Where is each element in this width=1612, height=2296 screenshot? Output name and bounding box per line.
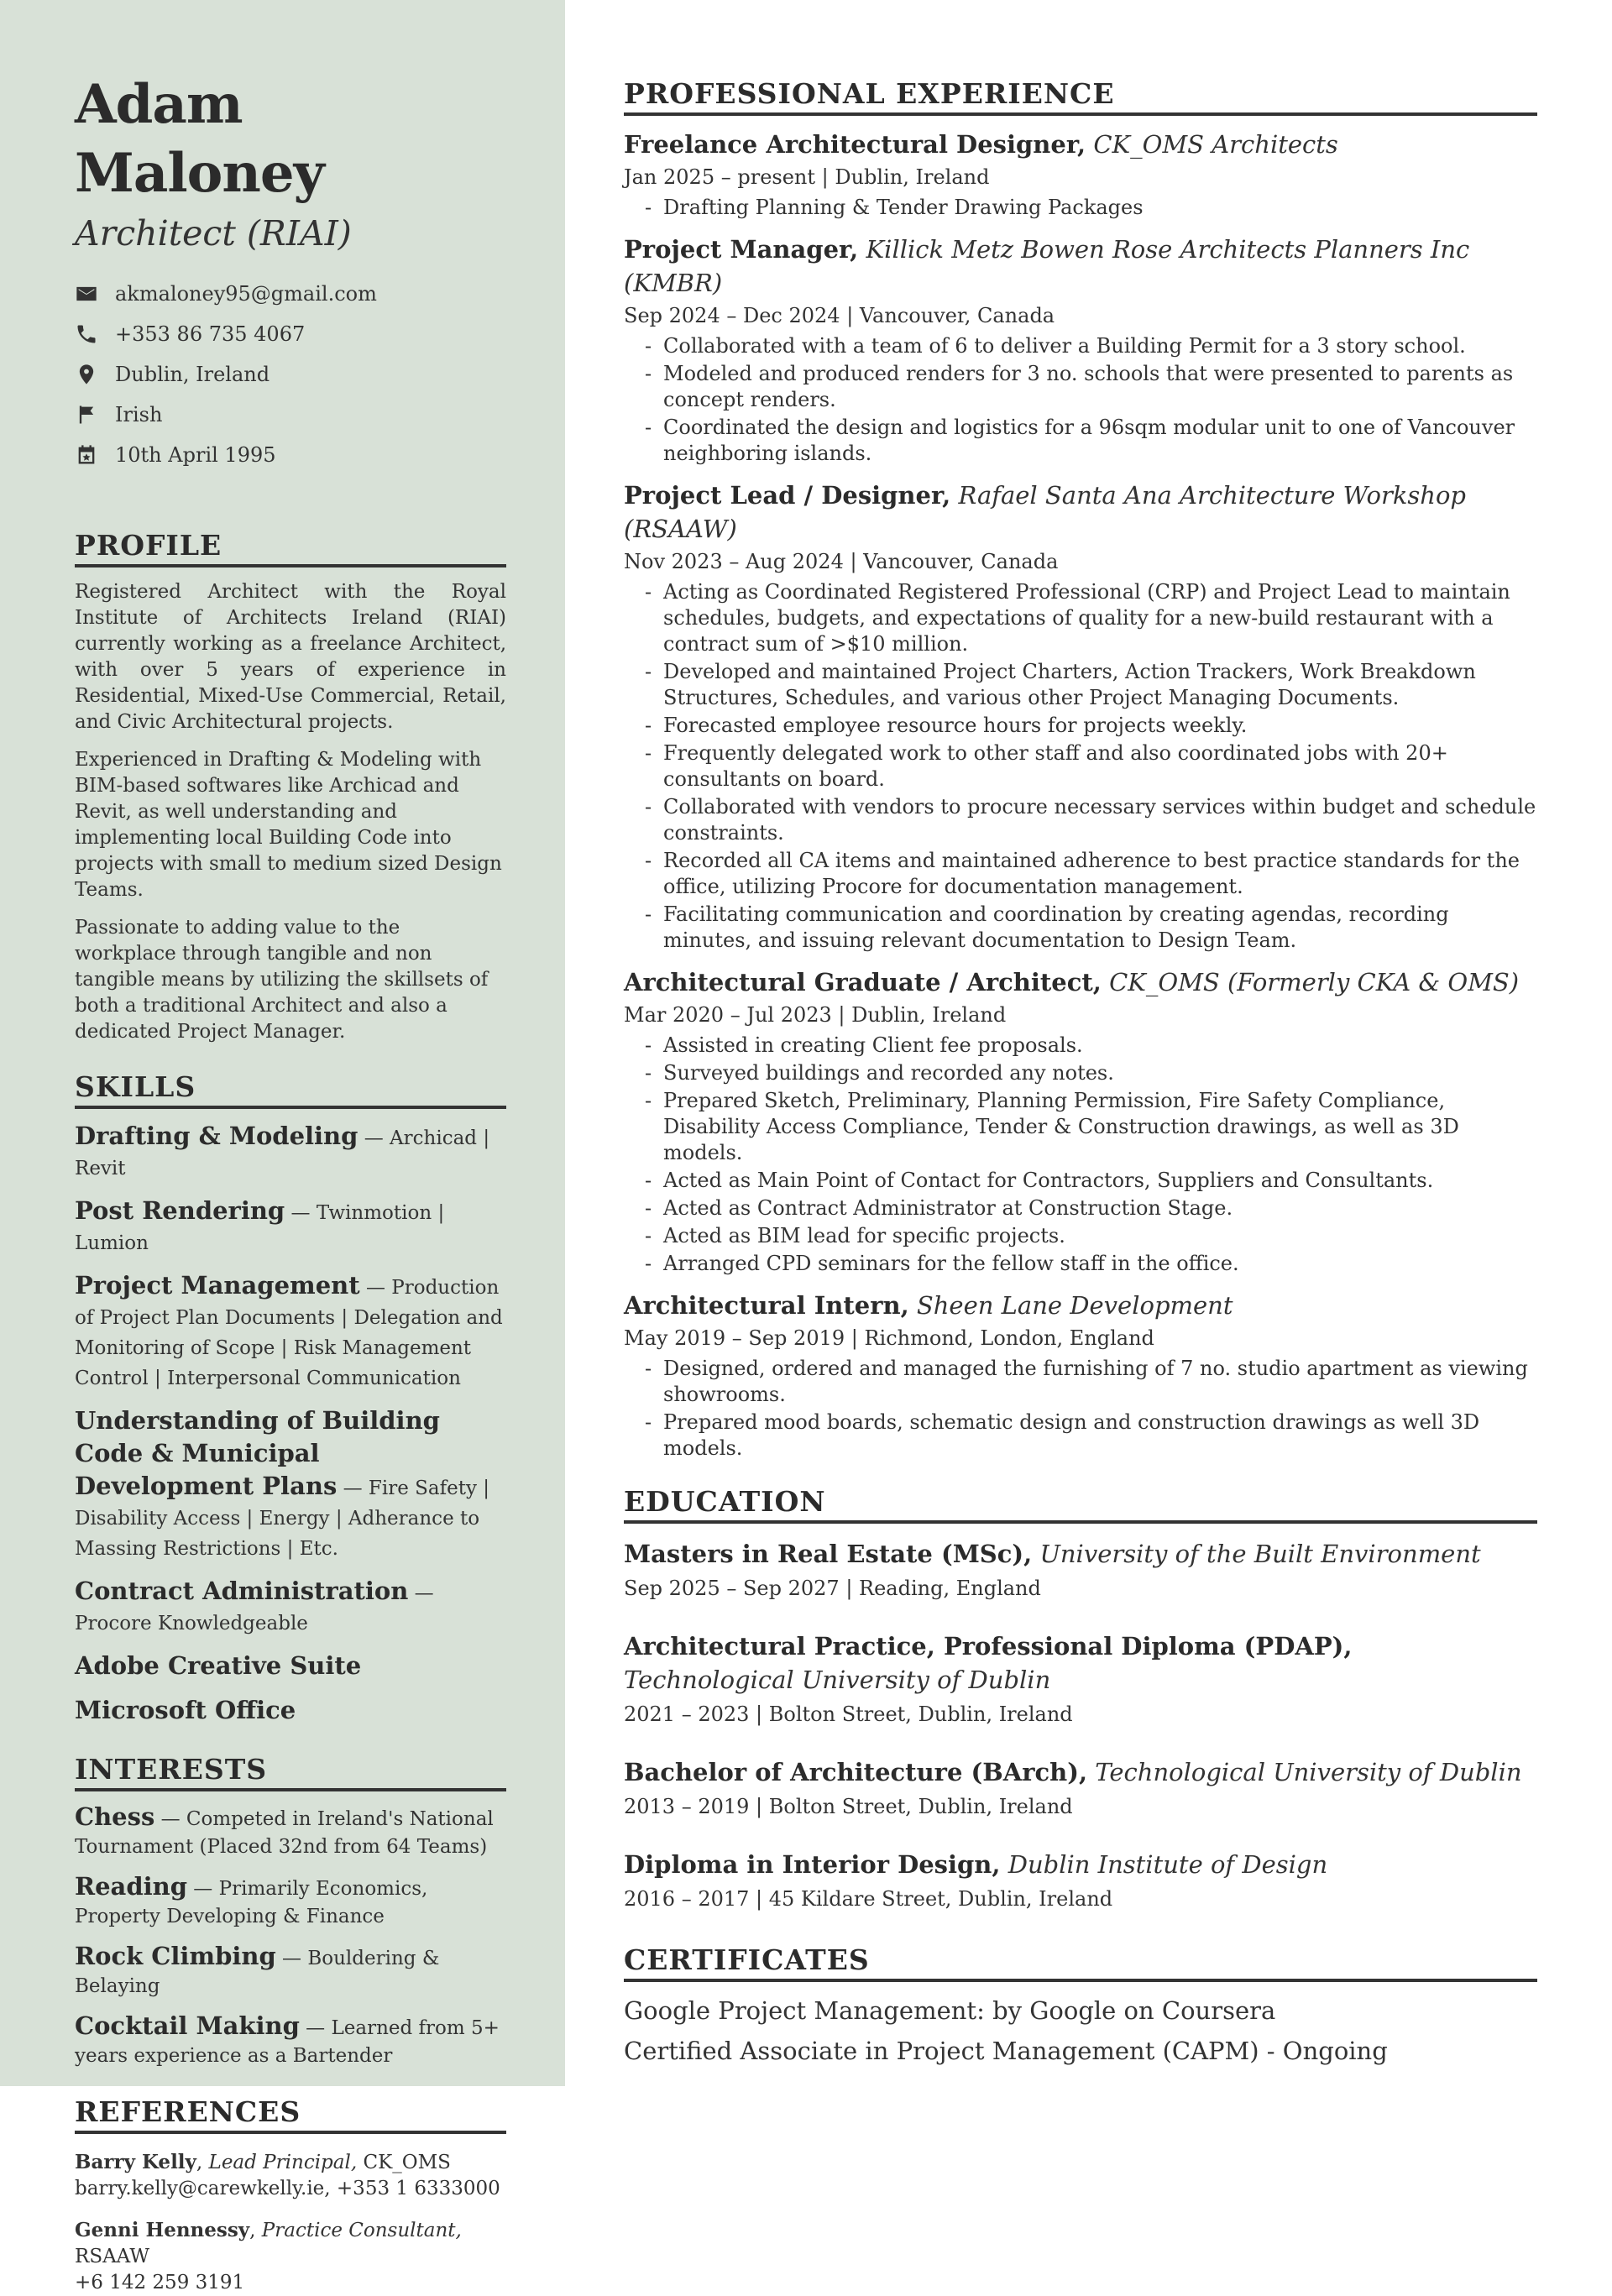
candidate-title: Architect (RIAI) [75, 213, 352, 254]
references-section [75, 2095, 506, 2296]
interest-detail: — Competed in Ireland's National Tournament (Placed 32nd from 64 Teams) [75, 1808, 494, 1858]
mail-icon [75, 282, 98, 306]
job-entry [624, 965, 1537, 1277]
job-bullets [624, 1033, 1537, 1277]
job-bullets [624, 333, 1537, 467]
email-text[interactable]: akmaloney95@gmail.com [115, 282, 377, 306]
reference-contact[interactable]: barry.kelly@carewkelly.ie, +353 1 6333000 [75, 2178, 500, 2199]
certificates-heading: CERTIFICATES [624, 1943, 1537, 1982]
job-bullet: - Prepared Sketch, Preliminary, Planning Permission, Fire Safety Compliance, Disability Access Compliance, Tender & Construction drawings, as well as 3D models. [663, 1088, 1537, 1166]
education-title [624, 1537, 1537, 1571]
job-bullet: - Forecasted employee resource hours for projects weekly. [663, 713, 1537, 739]
certificate-item: Certified Associate in Project Management (CAPM) - Ongoing [624, 2037, 1388, 2065]
interests-section [75, 1753, 506, 2070]
job-meta: Nov 2023 – Aug 2024 | Vancouver, Canada [624, 550, 1059, 573]
job-bullet: - Acting as Coordinated Registered Professional (CRP) and Project Lead to maintain schedules, budgets, and expectations of quality for a new-build restaurant with a contract sum of >$10 million. [663, 579, 1537, 657]
job-entry [624, 479, 1537, 954]
skill-detail: — Twinmotion | Lumion [75, 1202, 445, 1254]
job-org: CK_OMS Architects [1093, 130, 1338, 159]
job-bullet: - Collaborated with vendors to procure necessary services within budget and schedule constraints. [663, 794, 1537, 846]
interest-item [75, 1943, 506, 2001]
job-bullet: - Facilitating communication and coordination by creating agendas, recording minutes, and issuing relevant documentation to Design Team. [663, 902, 1537, 954]
interest-detail: — Bouldering & Belaying [75, 1948, 440, 1997]
job-title [624, 965, 1537, 999]
phone-text: +353 86 735 4067 [115, 322, 306, 346]
interest-item [75, 1873, 506, 1931]
skill-detail: — Procore Knowledgeable [75, 1582, 434, 1634]
phone-icon [75, 322, 98, 346]
interest-name: Rock Climbing [75, 1942, 276, 1970]
interest-name: Cocktail Making [75, 2011, 300, 2040]
education-meta: 2016 – 2017 | 45 Kildare Street, Dublin, Ireland [624, 1887, 1113, 1911]
profile-paragraph: Registered Architect with the Royal Institute of Architects Ireland (RIAI) currently working as a freelance Architect, with over 5 years of experience in Residential, Mixed-Use Commercial, Retail, and Civic Architectural projects. [75, 581, 506, 733]
education-degree: Bachelor of Architecture (BArch), [624, 1758, 1088, 1786]
job-bullet: - Arranged CPD seminars for the fellow staff in the office. [663, 1251, 1537, 1277]
skill-item [75, 1695, 506, 1728]
skill-item [75, 1195, 506, 1258]
job-bullet: - Acted as BIM lead for specific projects. [663, 1223, 1537, 1249]
job-bullet: - Acted as Contract Administrator at Construction Stage. [663, 1195, 1537, 1221]
job-bullet: - Assisted in creating Client fee proposals. [663, 1033, 1537, 1059]
education-entry [624, 1537, 1537, 1604]
job-bullets [624, 195, 1537, 221]
job-entry [624, 233, 1537, 467]
job-bullet: - Modeled and produced renders for 3 no. schools that were presented to parents as concept renders. [663, 361, 1537, 413]
contact-nationality [75, 395, 506, 435]
location-text: Dublin, Ireland [115, 363, 270, 386]
education-entry [624, 1848, 1537, 1915]
job-role: Project Lead / Designer, [624, 481, 951, 510]
job-title [624, 128, 1537, 161]
job-meta: May 2019 – Sep 2019 | Richmond, London, England [624, 1326, 1154, 1350]
skill-item [75, 1270, 506, 1394]
education-meta: Sep 2025 – Sep 2027 | Reading, England [624, 1577, 1041, 1600]
skill-item [75, 1121, 506, 1184]
education-entry [624, 1629, 1537, 1730]
job-bullet: - Drafting Planning & Tender Drawing Packages [663, 195, 1537, 221]
skill-detail: — Production of Project Plan Documents | Delegation and Monitoring of Scope | Risk Management Control | Interpersonal Communication [75, 1277, 503, 1389]
job-role: Freelance Architectural Designer, [624, 130, 1086, 159]
job-title [624, 1289, 1537, 1322]
education-heading: EDUCATION [624, 1485, 1537, 1524]
reference-role: Lead Principal, [208, 2152, 358, 2173]
reference-name: Barry Kelly [75, 2151, 196, 2173]
contact-birthday [75, 435, 506, 475]
job-title [624, 233, 1537, 300]
education-school: Technological University of Dublin [624, 1666, 1051, 1694]
job-entry [624, 1289, 1537, 1462]
contact-phone [75, 314, 506, 354]
skill-name: Microsoft Office [75, 1696, 296, 1724]
skills-section [75, 1070, 506, 1728]
education-title [624, 1629, 1537, 1697]
candidate-name: Adam Maloney [75, 73, 324, 205]
references-heading: REFERENCES [75, 2095, 506, 2134]
education-degree: Masters in Real Estate (MSc), [624, 1540, 1033, 1568]
skill-name: Project Management [75, 1271, 360, 1300]
contact-email[interactable] [75, 274, 506, 314]
skills-heading: SKILLS [75, 1070, 506, 1109]
job-bullet: - Coordinated the design and logistics for a 96sqm modular unit to one of Vancouver neighboring islands. [663, 415, 1537, 467]
skill-name: Drafting & Modeling [75, 1122, 359, 1150]
job-bullet: - Surveyed buildings and recorded any notes. [663, 1060, 1537, 1086]
birthday-text: 10th April 1995 [115, 443, 276, 467]
interests-heading: INTERESTS [75, 1753, 506, 1791]
interest-item [75, 1803, 506, 1861]
education-school: University of the Built Environment [1039, 1540, 1481, 1568]
job-bullet: - Recorded all CA items and maintained adherence to best practice standards for the office, utilizing Procore for documentation management. [663, 848, 1537, 900]
reference-org: RSAAW [75, 2246, 150, 2267]
profile-paragraph: Experienced in Drafting & Modeling with BIM-based softwares like Archicad and Revit, as well understanding and implementing local Building Code into projects with small to medium sized Design Teams. [75, 749, 502, 901]
interest-detail: — Primarily Economics, Property Developing & Finance [75, 1878, 428, 1927]
education-degree: Architectural Practice, Professional Diploma (PDAP), [624, 1632, 1353, 1661]
skill-detail: — Fire Safety | Disability Access | Energy | Adherance to Massing Restrictions | Etc. [75, 1477, 490, 1560]
education-title [624, 1755, 1537, 1789]
skill-name: Post Rendering [75, 1196, 285, 1225]
skill-item [75, 1405, 506, 1564]
job-meta: Sep 2024 – Dec 2024 | Vancouver, Canada [624, 304, 1055, 327]
location-pin-icon [75, 363, 98, 386]
interest-name: Reading [75, 1872, 187, 1901]
job-bullets [624, 1356, 1537, 1462]
skill-detail: — Archicad | Revit [75, 1127, 490, 1179]
skill-name: Contract Administration [75, 1577, 409, 1605]
education-meta: 2013 – 2019 | Bolton Street, Dublin, Ireland [624, 1795, 1073, 1818]
certificates-list [624, 1990, 1537, 2071]
job-org: Sheen Lane Development [916, 1291, 1233, 1320]
profile-section [75, 529, 506, 1045]
job-bullet: - Designed, ordered and managed the furnishing of 7 no. studio apartment as viewing showrooms. [663, 1356, 1537, 1408]
reference-contact: +6 142 259 3191 [75, 2272, 245, 2293]
interest-item [75, 2012, 506, 2070]
flag-icon [75, 403, 98, 426]
reference-name: Genni Hennessy [75, 2219, 250, 2241]
job-org: Killick Metz Bowen Rose Architects Planners Inc (KMBR) [624, 235, 1470, 297]
education-meta: 2021 – 2023 | Bolton Street, Dublin, Ireland [624, 1702, 1073, 1726]
job-meta: Jan 2025 – present | Dublin, Ireland [624, 165, 990, 189]
reference-org: CK_OMS [357, 2152, 451, 2173]
skill-item [75, 1650, 506, 1683]
skill-name: Understanding of Building Code & Municipal Development Plans [75, 1406, 440, 1500]
job-entry [624, 128, 1537, 221]
reference-item: Barry Kelly, Lead Principal, CK_OMS barry.kelly@carewkelly.ie, +353 1 6333000 [75, 2151, 500, 2199]
skill-item [75, 1576, 506, 1639]
certificate-item: Google Project Management: by Google on Coursera [624, 1996, 1276, 2025]
education-entry [624, 1755, 1537, 1823]
job-meta: Mar 2020 – Jul 2023 | Dublin, Ireland [624, 1003, 1007, 1027]
education-degree: Diploma in Interior Design, [624, 1850, 1001, 1879]
calendar-icon [75, 443, 98, 467]
sidebar [0, 0, 565, 2293]
main-content [624, 0, 1537, 2086]
job-bullet: - Collaborated with a team of 6 to deliver a Building Permit for a 3 story school. [663, 333, 1537, 359]
job-org: Rafael Santa Ana Architecture Workshop (RSAAW) [624, 481, 1466, 543]
contact-location [75, 354, 506, 395]
job-bullet: - Frequently delegated work to other staff and also coordinated jobs with 20+ consultants on board. [663, 740, 1537, 792]
education-school: Technological University of Dublin [1095, 1758, 1522, 1786]
job-bullet: - Prepared mood boards, schematic design and construction drawings as well 3D models. [663, 1410, 1537, 1462]
profile-heading: PROFILE [75, 529, 506, 567]
job-bullet: - Developed and maintained Project Charters, Action Trackers, Work Breakdown Structures, Schedules, and various other Project Managing Documents. [663, 659, 1537, 711]
reference-item: Genni Hennessy, Practice Consultant, RSAAW +6 142 259 3191 [75, 2219, 462, 2293]
reference-role: Practice Consultant, [261, 2220, 462, 2241]
skill-name: Adobe Creative Suite [75, 1651, 362, 1680]
interest-detail: — Learned from 5+ years experience as a Bartender [75, 2017, 500, 2067]
education-school: Dublin Institute of Design [1008, 1850, 1328, 1879]
profile-paragraph: Passionate to adding value to the workplace through tangible and non tangible means by utilizing the skillsets of both a traditional Architect and also a dedicated Project Manager. [75, 917, 489, 1043]
job-role: Architectural Intern, [624, 1291, 909, 1320]
job-bullets [624, 579, 1537, 954]
education-title [624, 1848, 1537, 1881]
job-role: Architectural Graduate / Architect, [624, 968, 1102, 996]
job-bullet: - Acted as Main Point of Contact for Contractors, Suppliers and Consultants. [663, 1168, 1537, 1194]
job-title [624, 479, 1537, 546]
interest-name: Chess [75, 1802, 155, 1831]
job-org: CK_OMS (Formerly CKA & OMS) [1109, 968, 1520, 996]
job-role: Project Manager, [624, 235, 859, 264]
nationality-text: Irish [115, 403, 163, 426]
contact-list [75, 274, 506, 475]
experience-heading: PROFESSIONAL EXPERIENCE [624, 77, 1537, 116]
